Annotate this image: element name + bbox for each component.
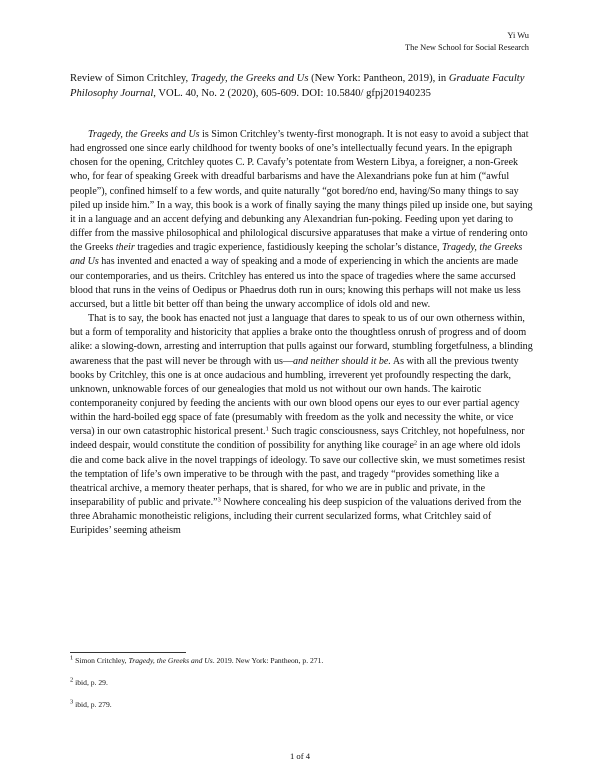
p2-text-a: That is to say, the book has enacted not just a language that dares to speak to us of our own otherness within, but a form of temporality and historicity that applies a brake onto the thoughtless onrush of progress and of doom alike: a slowing-down, arresting and interruption that pulls against our forward, stumbling forgetfulness, a blinding awareness that the past will never be through with us—	[70, 313, 533, 367]
review-citation	[70, 72, 532, 101]
footnote-separator	[70, 652, 186, 653]
paragraph-2	[70, 312, 533, 539]
p1-book-title: Tragedy, the Greeks and Us	[88, 129, 200, 140]
header-author: Yi Wu	[507, 31, 529, 40]
p1-their: their	[115, 242, 135, 254]
header-affiliation: The New School for Social Research	[405, 42, 529, 52]
page-number: 1 of 4	[289, 751, 311, 761]
body-text	[70, 128, 533, 539]
footnote-1-source: . 2019. New York: Pantheon, p. 271.	[212, 656, 324, 665]
footnote-ref-3[interactable]: 3	[217, 496, 221, 504]
p1-text-b: tragedies and tragic experience, fastidiously keeping the scholar’s distance,	[134, 242, 442, 254]
footnote-1-title: Tragedy, the Greeks and Us	[128, 656, 213, 665]
footnotes	[70, 656, 532, 722]
footnote-2-number: 2	[70, 676, 74, 684]
footnote-3	[70, 700, 532, 710]
footnote-1-text: Simon Critchley,	[73, 656, 129, 665]
footnote-3-text: ibid, p. 279.	[73, 700, 112, 709]
p1-book-title-2: Tragedy, the Greeks and Us	[70, 242, 523, 268]
citation-details: , VOL. 40, No. 2 (2020), 605-609. DOI: 10.5840/ gfpj201940235	[153, 87, 431, 99]
p1-text-c: has invented and enacted a way of speaking and a mode of experiencing in which the ancients are made our contemporaries, and us theirs. Critchley has entered us into the space of tragedies where the same accursed blood that runs in the veins of Oedipus or Phaedrus doth run in ours; knowing this perhaps will not make us less accursed, but a little bit better off than being the unwary accomplice of idols old and new.	[70, 256, 521, 310]
citation-journal: Graduate Faculty Philosophy Journal	[70, 73, 525, 99]
p2-text-c: Such tragic consciousness, says Critchley, not hopefulness, nor indeed despair, would constitute the condition of possibility for anything like courage	[70, 426, 525, 452]
footnote-1-number: 1	[70, 654, 74, 662]
footnote-ref-2[interactable]: 2	[413, 439, 418, 447]
running-header	[405, 30, 529, 53]
citation-prefix: Review of Simon Critchley,	[70, 73, 191, 84]
citation-publisher: (New York: Pantheon, 2019), in	[308, 73, 449, 84]
p1-text-a: is Simon Critchley’s twenty-first monograph. It is not easy to avoid a subject that had engrossed one since early childhood for twenty books of one’s intellectually fecund years. In the epigraph chosen for the opening, Critchley quotes C. P. Cavafy’s potentate from Western Libya, a foreigner, a non-Greek who, for fear of speaking Greek with dreadful barbarisms and have the Alexandrians poke fun at him (“awful people”), confined himself to a few words, and quite naturally “got bored/no end, having/So many things to say piled up inside him.” In a way, this book is a work of finally saying the many things piled up inside one, but saying it in a language and an accent defying and debunking any Alexandrian fun-poking. Feeding upon yet daring to differ from the massive philosophical and philological discursive apparatuses that make a virtue of rendering onto the Greeks	[70, 129, 533, 254]
p2-text-b: As with all the previous twenty books by Critchley, this one is at once audacious and humbling, irreverent yet profoundly respecting the dark, unknown, unknowable forces of our genealogies that mold us not without our own hands. The kairotic contemporaneity conjured by feeding the ancients with our own blood opens our eyes to our ever partial agency within the hard-boiled egg space of fate (presumably with freedom as the yolk and necessity the white, or vice versa) in our own catastrophic historical present.	[70, 355, 520, 438]
p2-text-e: Nowhere concealing his deep suspicion of the valuations derived from the three Abrahamic monotheistic religions, including their current secularized forms, what Critchley said of Euripides’ seeming atheism	[70, 497, 522, 537]
footnote-3-number: 3	[70, 698, 74, 706]
footnote-2	[70, 678, 532, 688]
paragraph-1	[70, 128, 533, 312]
footnote-2-text: ibid, p. 29.	[73, 678, 108, 687]
citation-book-title: Tragedy, the Greeks and Us	[190, 73, 309, 84]
p2-emphasis: and neither should it be.	[292, 355, 391, 367]
p2-text-d: in an age where old idols die and come back alive in the novel trappings of ideology. To save our collective skin, we must sometimes resist the temptation of life’s own imperative to be through with the past, and tragedy “provides something like a theatrical archive, a memory theater perhaps, that is shared, for who we are in public and private, in the inseparability of public and private.”	[70, 440, 526, 509]
footnote-1	[70, 656, 532, 666]
footnote-ref-1[interactable]: 1	[265, 425, 269, 433]
